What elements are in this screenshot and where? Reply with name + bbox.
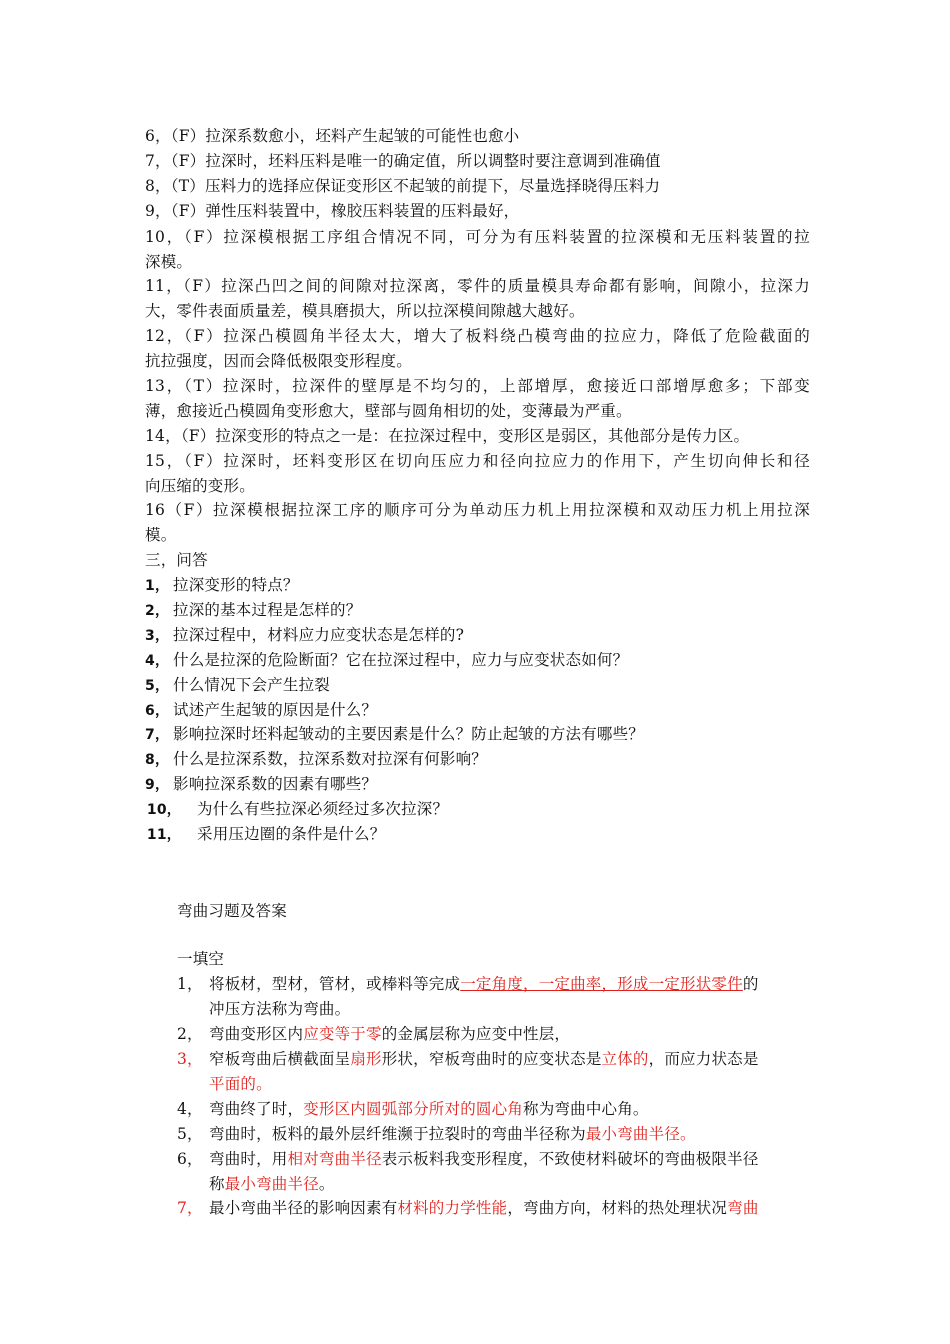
fill-number: 2， — [177, 1025, 203, 1043]
fill-text: 的金属层称为应变中性层， — [381, 1025, 571, 1043]
fill-text: ，而应力状态是 — [648, 1050, 759, 1068]
question-item — [145, 573, 810, 598]
question-item — [145, 673, 810, 698]
question-number: 5， — [145, 678, 170, 694]
answer-text: 变形区内圆弧部分所对的圆心角 — [303, 1100, 524, 1118]
question-text: 什么是拉深系数，拉深系数对拉深有何影响？ — [173, 750, 488, 768]
question-number: 7， — [145, 727, 170, 743]
question-number: 3， — [145, 628, 170, 644]
judge-item-10-line2: 深模。 — [145, 253, 193, 271]
question-text: 什么是拉深的危险断面？它在拉深过程中，应力与应变状态如何？ — [173, 651, 629, 669]
question-text: 影响拉深系数的因素有哪些？ — [173, 775, 378, 793]
judge-item-11-line1: 11，（F）拉深凸凹之间的间隙对拉深离，零件的质量模具寿命都有影响，间隙小，拉深力 — [145, 277, 810, 295]
question-item — [145, 648, 810, 673]
fill-text: 弯曲时，板料的最外层纤维濒于拉裂时的弯曲半径称为 — [209, 1125, 586, 1143]
fill-item-1-line2: 冲压方法称为弯曲。 — [209, 1000, 351, 1018]
judge-item-14: 14，（F）拉深变形的特点之一是：在拉深过程中，变形区是弱区，其他部分是传力区。 — [145, 427, 750, 445]
answer-text: 应变等于零 — [303, 1025, 382, 1043]
question-item — [145, 722, 810, 747]
question-text: 拉深的基本过程是怎样的？ — [173, 601, 362, 619]
fill-number: 3， — [177, 1050, 203, 1068]
judge-item-12-line2: 抗拉强度，因而会降低极限变形程度。 — [145, 352, 412, 370]
fill-text: 最小弯曲半径的影响因素有 — [209, 1199, 398, 1217]
qa-heading: 三，问答 — [145, 551, 208, 569]
question-item — [145, 772, 810, 797]
question-number: 9， — [145, 777, 170, 793]
judge-item-16-line2: 模。 — [145, 526, 177, 544]
fill-number: 1， — [177, 975, 203, 993]
judge-item-15-line1: 15，（F）拉深时，坯料变形区在切向压应力和径向拉应力的作用下，产生切向伸长和径 — [145, 452, 810, 470]
question-number: 4， — [145, 653, 170, 669]
question-number: 11， — [146, 827, 181, 843]
judge-item-10-line1: 10，（F）拉深模根据工序组合情况不同，可分为有压料装置的拉深模和无压料装置的拉 — [145, 228, 810, 246]
fill-item-3-line2: 平面的。 — [209, 1075, 272, 1093]
question-text: 什么情况下会产生拉裂 — [173, 676, 331, 694]
fill-number: 7， — [177, 1199, 203, 1217]
fill-text: 形状，窄板弯曲时的应变状态是 — [381, 1050, 602, 1068]
answer-text: 相对弯曲半径 — [287, 1150, 382, 1168]
question-text: 拉深过程中，材料应力应变状态是怎样的? — [173, 626, 465, 644]
judge-item-8: 8，（T）压料力的选择应保证变形区不起皱的前提下，尽量选择晓得压料力 — [145, 177, 661, 195]
judge-item-13-line2: 薄，愈接近凸模圆角变形愈大，壁部与圆角相切的处，变薄最为严重。 — [145, 402, 632, 420]
question-item — [145, 797, 810, 822]
fill-text: 弯曲终了时， — [209, 1100, 304, 1118]
fill-number: 4， — [177, 1100, 203, 1118]
question-text: 为什么有些拉深必须经过多次拉深？ — [197, 800, 449, 818]
fill-text: 的 — [742, 975, 759, 993]
fill-item-6-line1 — [177, 1147, 810, 1171]
answer-text: 立体的 — [601, 1050, 649, 1068]
fill-text: 称为弯曲中心角。 — [523, 1100, 649, 1118]
question-item — [145, 598, 810, 623]
judge-item-13-line1: 13，（T）拉深时，拉深件的壁厚是不均匀的，上部增厚，愈接近口部增厚愈多；下部变 — [145, 377, 810, 395]
fill-number: 6， — [177, 1150, 203, 1168]
fill-item-1-line1 — [177, 972, 810, 996]
fill-text: 称 — [209, 1175, 225, 1193]
fill-text: 弯曲时，用 — [209, 1150, 288, 1168]
answer-text: 最小弯曲半径 — [224, 1175, 319, 1193]
question-item — [145, 623, 810, 648]
question-number: 6， — [145, 703, 170, 719]
fill-heading: 一填空 — [177, 950, 225, 968]
fill-text: 窄板弯曲后横截面呈 — [209, 1050, 351, 1068]
judge-item-16-line1: 16（F）拉深模根据拉深工序的顺序可分为单动压力机上用拉深模和双动压力机上用拉深 — [145, 501, 810, 519]
fill-item-7-line1 — [177, 1196, 810, 1220]
answer-text: 弯曲 — [727, 1199, 759, 1217]
answer-text: 扇形 — [350, 1050, 382, 1068]
answer-text: 一定角度，一定曲率，形成一定形状零件 — [460, 975, 743, 993]
section-title: 弯曲习题及答案 — [177, 902, 287, 920]
judge-item-11-line2: 大，零件表面质量差，模具磨损大，所以拉深模间隙越大越好。 — [145, 302, 585, 320]
judge-item-6: 6，（F）拉深系数愈小，坯料产生起皱的可能性也愈小 — [145, 127, 520, 145]
answer-text: 最小弯曲半径。 — [585, 1125, 696, 1143]
judge-item-15-line2: 向压缩的变形。 — [145, 477, 255, 495]
question-number: 2， — [145, 603, 170, 619]
question-item — [145, 822, 810, 847]
judge-item-7: 7，（F）拉深时，坯料压料是唯一的确定值，所以调整时要注意调到准确值 — [145, 152, 661, 170]
fill-item-6-line2 — [209, 1172, 809, 1196]
question-number: 10， — [146, 802, 181, 818]
question-number: 8， — [145, 752, 170, 768]
answer-text: 材料的力学性能 — [397, 1199, 508, 1217]
fill-text: 表示板料我变形程度，不致使材料破坏的弯曲极限半径 — [381, 1150, 759, 1168]
fill-text: 将板材，型材，管材，或棒料等完成 — [209, 975, 461, 993]
question-text: 试述产生起皱的原因是什么？ — [173, 701, 378, 719]
fill-item-5 — [177, 1122, 810, 1146]
question-item — [145, 747, 810, 772]
fill-text: 弯曲变形区内 — [209, 1025, 304, 1043]
question-number: 1， — [145, 578, 170, 594]
question-text: 采用压边圈的条件是什么？ — [197, 825, 386, 843]
judge-item-12-line1: 12，（F）拉深凸模圆角半径太大，增大了板料绕凸模弯曲的拉应力，降低了危险截面的 — [145, 327, 810, 345]
question-item — [145, 698, 810, 723]
fill-text: ，弯曲方向，材料的热处理状况 — [507, 1199, 728, 1217]
fill-item-2 — [177, 1022, 810, 1046]
fill-number: 5， — [177, 1125, 203, 1143]
fill-item-4 — [177, 1097, 810, 1121]
fill-text: 。 — [318, 1175, 335, 1193]
question-text: 影响拉深时坯料起皱动的主要因素是什么？防止起皱的方法有哪些？ — [173, 725, 645, 743]
question-text: 拉深变形的特点？ — [173, 576, 299, 594]
judge-item-9: 9，（F）弹性压料装置中，橡胶压料装置的压料最好， — [145, 202, 520, 220]
fill-item-3-line1 — [177, 1047, 810, 1071]
